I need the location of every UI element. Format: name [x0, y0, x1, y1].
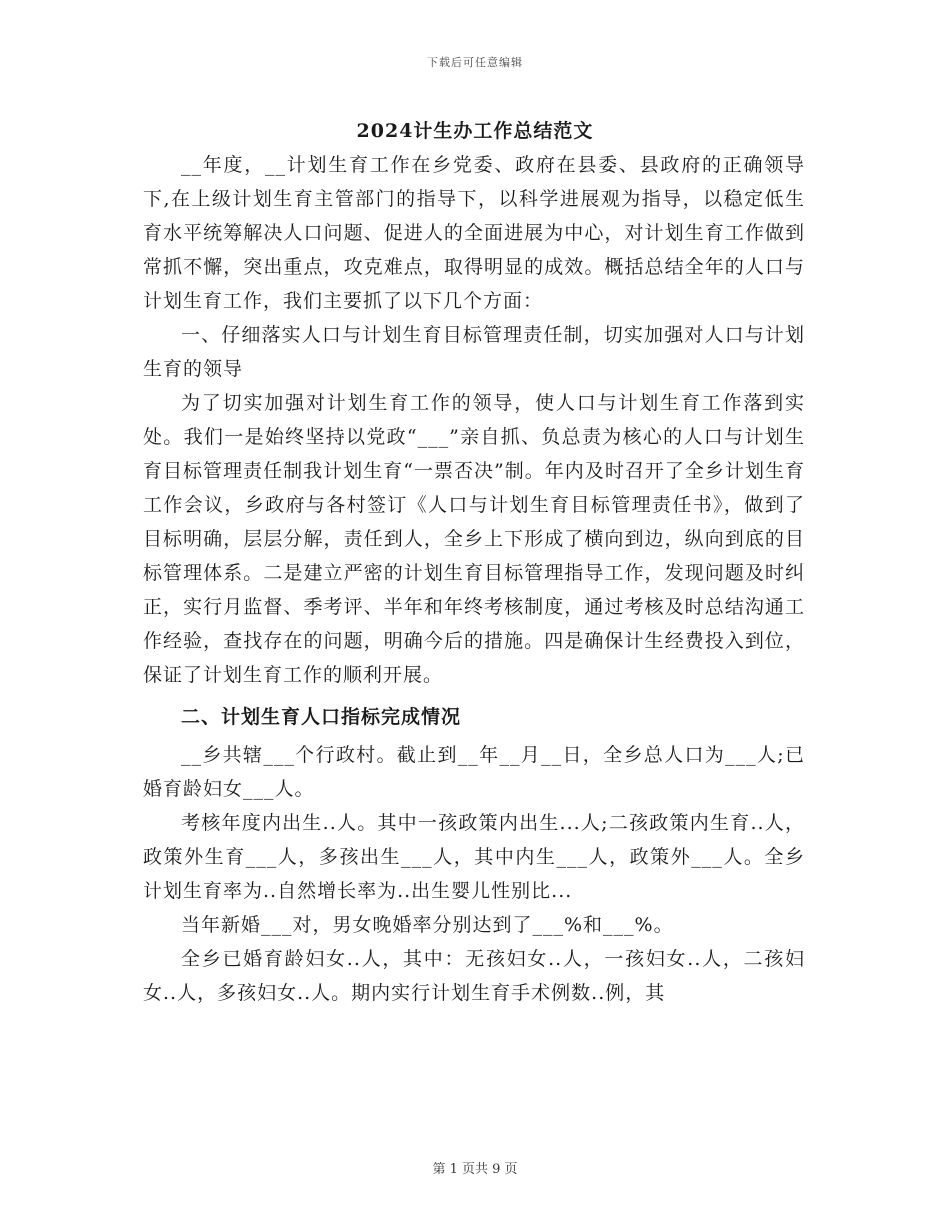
- paragraph-intro: __年度，__计划生育工作在乡党委、政府在县委、县政府的正确领导下,在上级计划生育主管部门的指导下，以科学进展观为指导，以稳定低生育水平统筹解决人口问题、促进人的全面进展为中心，对计划生育工作做到常抓不懈，突出重点，攻克难点，取得明显的成效。概括总结全年的人口与计划生育工作，我们主要抓了以下几个方面：: [143, 154, 805, 312]
- paragraph-marriages: 当年新婚___对，男女晚婚率分别达到了___%和___%。: [181, 914, 674, 936]
- paragraph-section-1: 为了切实加强对计划生育工作的领导，使人口与计划生育工作落到实处。我们一是始终坚持以党政“___”亲自抓、负总责为核心的人口与计划生育目标管理责任制我计划生育“一票否决”制。年内及时召开了全乡计划生育工作会议，乡政府与各村签订《人口与计划生育目标管理责任书》，做到了目标明确，层层分解，责任到人，全乡上下形成了横向到边，纵向到底的目标管理体系。二是建立严密的计划生育目标管理指导工作，发现问题及时纠正，实行月监督、季考评、半年和年终考核制度，通过考核及时总结沟通工作经验，查找存在的问题，明确今后的措施。四是确保计生经费投入到位，保证了计划生育工作的顺利开展。: [143, 392, 805, 686]
- page-number: 第 1 页共 9 页: [432, 1162, 518, 1177]
- paragraph-births: 考核年度内出生..人。其中一孩政策内出生...人;二孩政策内生育..人，政策外生育___人，多孩出生___人，其中内生___人，政策外___人。全乡计划生育率为..自然增长率为..出生婴儿性别比...: [143, 812, 805, 902]
- paragraph-population: __乡共辖___个行政村。截止到__年__月__日，全乡总人口为___人;已婚育龄妇女___人。: [143, 744, 805, 800]
- document-body: [143, 148, 805, 1010]
- section-heading-2: 二、计划生育人口指标完成情况: [181, 706, 462, 728]
- section-heading-1: 一、仔细落实人口与计划生育目标管理责任制，切实加强对人口与计划生育的领导: [143, 324, 805, 380]
- document-title: 2024计生办工作总结范文: [356, 120, 594, 142]
- header-note: 下载后可任意编辑: [427, 56, 523, 69]
- paragraph-women: 全乡已婚育龄妇女..人，其中：无孩妇女..人，一孩妇女..人，二孩妇女..人，多孩妇女..人。期内实行计划生育手术例数..例，其: [143, 948, 805, 1004]
